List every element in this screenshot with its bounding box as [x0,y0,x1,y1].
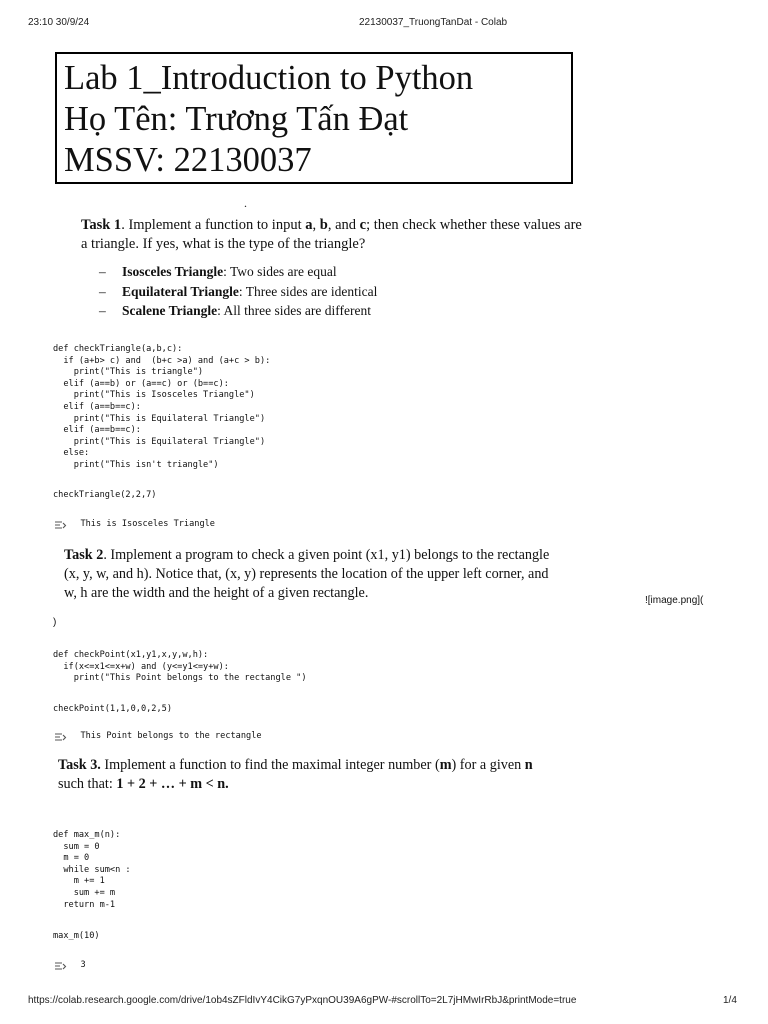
list-term: Isosceles Triangle [122,264,224,279]
task3-description [58,756,558,794]
code-line: elif (a==b==c): [53,425,141,436]
code-line: else: [53,448,90,459]
code-cell-call-max-m[interactable]: max_m(10) [53,931,100,941]
list-desc: : Three sides are identical [238,283,378,299]
task3-label: Task 3. [58,757,101,773]
task3-condition: 1 + 2 + … + m < n. [116,776,229,792]
code-line: print("This is triangle") [53,367,204,378]
task2-description [64,546,564,602]
output-row [54,954,86,972]
output-text: This is Isosceles Triangle [80,519,215,529]
output-text: This Point belongs to the rectangle [80,731,262,741]
code-line: return m-1 [53,899,116,910]
code-line: print("This is Isosceles Triangle") [53,390,255,401]
task3-var-n: n [524,757,533,773]
code-line: def checkPoint(x1,y1,x,y,w,h): [53,650,209,660]
title-line-name: Họ Tên: Trương Tấn Đạt [64,100,409,138]
list-desc: : All three sides are different [217,303,371,318]
task1-var-c: c [359,217,367,233]
task1-sep: , [312,217,320,233]
task1-sep: , and [327,217,360,233]
print-datetime: 23:10 30/9/24 [28,17,90,28]
task3-text: ) for a given [451,757,525,773]
output-row [54,513,215,531]
task2-label: Task 2 [64,547,104,563]
task3-text: such that: [58,776,117,792]
print-url: https://colab.research.google.com/drive/1ob4sZFldIvY4CikG7yPxqnOU39A6gPW-#scrollTo=2L7jHMwIrRbJ&printMode=true [28,995,577,1006]
code-line: elif (a==b) or (a==c) or (b==c): [53,378,229,389]
task1-text: . Implement a function to input [121,217,306,233]
code-line: m += 1 [53,876,105,887]
task2-line2: (x, y, w, and h). Notice that, (x, y) represents the location of the upper left corner, and [64,565,549,582]
code-line: if(x<=x1<=x+w) and (y<=y1<=y+w): [53,661,229,672]
code-line: if (a+b> c) and (b+c >a) and (a+c > b): [53,355,271,366]
output-text: 3 [80,960,86,970]
markdown-image-text: ![image.png]( [645,595,704,606]
output-arrow-icon[interactable] [54,958,68,968]
title-line-lab: Lab 1_Introduction to Python [64,59,474,97]
code-line: sum += m [53,887,116,898]
triangle-types-list [99,262,377,321]
markdown-close-paren: ) [53,617,57,628]
code-line: elif (a==b==c): [53,401,141,412]
list-term: Equilateral Triangle [122,283,239,299]
list-term: Scalene Triangle [122,303,218,318]
task1-text: ; then check whether these values are [366,217,582,233]
code-line: def checkTriangle(a,b,c): [53,344,183,354]
list-dash: – [99,303,106,318]
code-line: sum = 0 [53,841,100,852]
print-page-number: 1/4 [723,995,737,1006]
print-page-title: 22130037_TruongTanDat - Colab [359,17,508,28]
code-line: m = 0 [53,853,90,864]
title-box [55,52,573,184]
task2-line3: w, h are the width and the height of a given rectangle. [64,584,369,601]
code-cell-call-check-triangle[interactable]: checkTriangle(2,2,7) [53,490,157,500]
code-line: def max_m(n): [53,830,121,840]
stray-dot: . [244,196,247,210]
list-item [99,301,377,321]
code-line: print("This is Equilateral Triangle") [53,413,266,424]
list-dash: – [99,264,106,279]
task3-var-m: m [439,757,452,773]
task2-text: . Implement a program to check a given point (x1, y1) belongs to the rectangle [103,547,550,563]
code-cell-call-check-point[interactable]: checkPoint(1,1,0,0,2,5) [53,704,172,714]
list-desc: : Two sides are equal [223,264,337,279]
list-dash: – [99,283,106,299]
output-arrow-icon[interactable] [54,729,68,739]
task3-text: Implement a function to find the maximal integer number ( [100,757,440,773]
code-line: print("This isn't triangle") [53,459,219,470]
output-row [54,725,262,743]
output-arrow-icon[interactable] [54,517,68,527]
code-cell-check-point[interactable] [53,650,307,685]
task1-line2: a triangle. If yes, what is the type of the triangle? [81,236,366,252]
code-line: print("This Point belongs to the rectangle ") [53,673,307,684]
task1-description [81,216,601,254]
code-cell-max-m[interactable] [53,830,131,911]
title-line-student-id: MSSV: 22130037 [64,141,312,179]
code-line: print("This is Equilateral Triangle") [53,436,266,447]
code-line: while sum<n : [53,864,131,875]
task1-var-b: b [319,217,328,233]
list-item [99,262,377,282]
code-cell-check-triangle[interactable] [53,344,270,472]
task1-var-a: a [305,217,313,233]
list-item [99,282,377,302]
task1-label: Task 1 [81,217,122,233]
